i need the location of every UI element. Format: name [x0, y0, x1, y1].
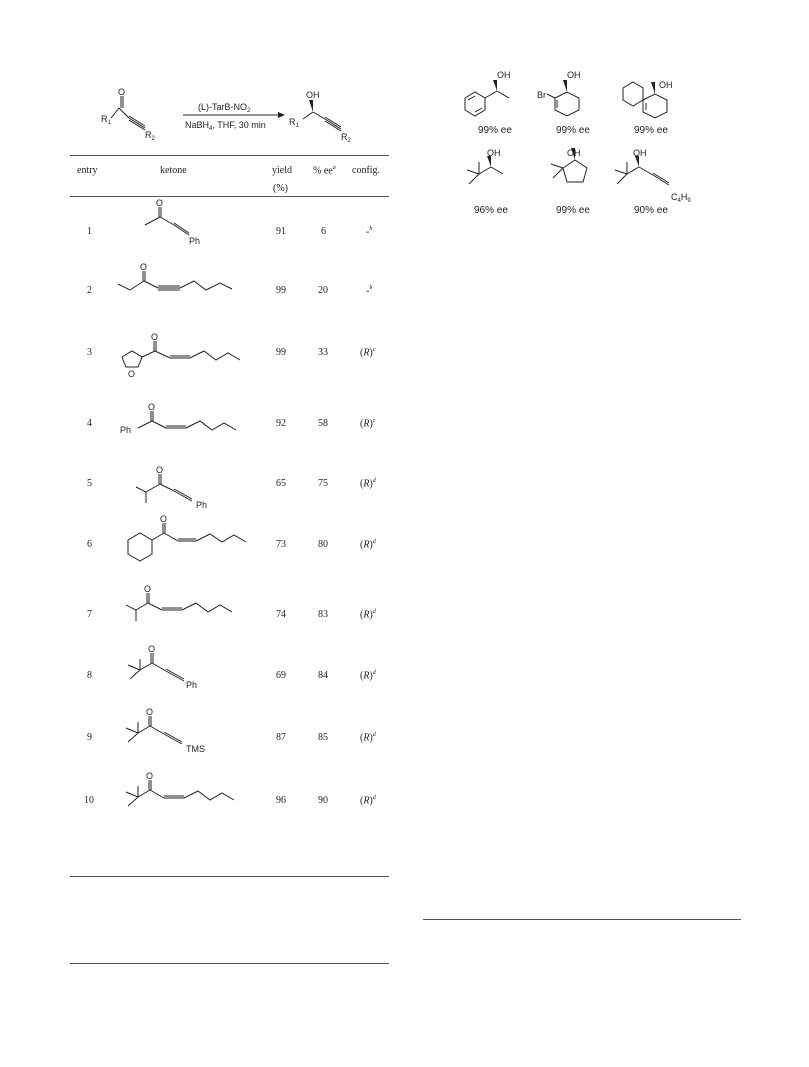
yield-value: 91 — [276, 226, 286, 237]
ketone-structures — [100, 195, 275, 830]
product-4-oh: OH — [487, 148, 501, 158]
footnote-marker: b — [369, 226, 373, 232]
config-label: R — [363, 670, 370, 682]
reactant-r1: $R_1$ — [101, 114, 111, 126]
config-value: $(R)^d$ — [360, 732, 376, 744]
ketone-1-oxygen: O — [156, 198, 164, 208]
ee-value: 75 — [318, 478, 328, 489]
config-label: - — [366, 226, 370, 238]
ketone-5-label: Ph — [196, 500, 208, 510]
yield-value: 74 — [276, 609, 286, 620]
config-value: $(R)^c$ — [360, 347, 376, 359]
config-value: $(R)^d$ — [360, 539, 376, 551]
entry-number: 2 — [87, 285, 92, 296]
ketone-9-label: TMS — [186, 744, 205, 754]
reagent-top: $(L)-TarB-NO_2$ — [198, 102, 251, 114]
config-label: R — [363, 418, 370, 430]
footnote-marker: d — [372, 609, 376, 615]
ee-value: 83 — [318, 609, 328, 620]
entry-number: 4 — [87, 418, 92, 429]
footnote-bottom-rule — [70, 963, 389, 964]
product-5-oh: OH — [567, 148, 581, 158]
config-value — [366, 285, 372, 296]
entry-number: 5 — [87, 478, 92, 489]
yield-value: 99 — [276, 347, 286, 358]
product-2-bromine: Br — [537, 90, 546, 100]
ee-value: 6 — [321, 226, 326, 237]
ee-value: 84 — [318, 670, 328, 681]
header-yield: yield — [272, 165, 292, 176]
reagent-bottom: NaBH$_4$, THF, 30 min — [185, 120, 266, 132]
yield-value: 65 — [276, 478, 286, 489]
product-structures — [455, 64, 715, 224]
header-config: config. — [352, 165, 381, 176]
yield-value: 92 — [276, 418, 286, 429]
ketone-8-label: Ph — [186, 680, 198, 690]
ketone-7-oxygen: O — [144, 584, 152, 594]
product-6-ee: 90% ee — [634, 205, 668, 216]
config-value: $(R)^c$ — [360, 418, 376, 430]
product-3-oh: OH — [659, 80, 673, 90]
product-r1: $R_1$ — [289, 117, 299, 129]
config-value: $(R)^d$ — [360, 670, 376, 682]
header-ee: % $ee^a$ — [313, 165, 336, 177]
product-1-oh: OH — [497, 70, 511, 80]
ketone-2-oxygen: O — [140, 262, 148, 272]
yield-value: 99 — [276, 285, 286, 296]
config-value: $(R)^d$ — [360, 609, 376, 621]
footnote-marker: d — [372, 478, 376, 484]
ketone-6-oxygen: O — [160, 514, 168, 524]
product-hydroxyl: OH — [306, 90, 320, 100]
entry-number: 3 — [87, 347, 92, 358]
yield-value: 87 — [276, 732, 286, 743]
header-entry: entry — [77, 165, 98, 176]
entry-number: 1 — [87, 226, 92, 237]
product-6-oh: OH — [633, 148, 647, 158]
header-ketone: ketone — [160, 165, 187, 176]
config-value — [366, 226, 372, 237]
config-label: R — [363, 732, 370, 744]
config-value: $(R)^d$ — [360, 795, 376, 807]
ee-value: 90 — [318, 795, 328, 806]
product-2-oh: OH — [567, 70, 581, 80]
entry-number: 9 — [87, 732, 92, 743]
config-label: R — [363, 478, 370, 490]
reaction-scheme — [95, 88, 395, 148]
yield-value: 69 — [276, 670, 286, 681]
entry-number: 7 — [87, 609, 92, 620]
ketone-1-label: Ph — [189, 236, 201, 246]
header-yield-unit: (%) — [273, 183, 288, 194]
ketone-5-oxygen: O — [156, 465, 164, 475]
product-6-chain: $C_4H_9$ — [671, 192, 691, 204]
product-3-ee: 99% ee — [634, 125, 668, 136]
reactant-oxygen: O — [118, 88, 126, 97]
footnote-marker: c — [372, 347, 376, 353]
yield-value: 96 — [276, 795, 286, 806]
config-label: R — [363, 539, 370, 551]
product-4-ee: 96% ee — [474, 205, 508, 216]
product-r2: $R_2$ — [341, 132, 351, 144]
footnote-marker: c — [372, 418, 376, 424]
ketone-4-oxygen: O — [148, 402, 156, 412]
ee-value: 20 — [318, 285, 328, 296]
product-5-ee: 99% ee — [556, 205, 590, 216]
ketone-10-oxygen: O — [146, 771, 154, 781]
footnote-marker: d — [372, 670, 376, 676]
table-top-rule — [70, 155, 389, 156]
config-label: - — [366, 285, 370, 297]
ketone-8-oxygen: O — [148, 644, 156, 654]
ketone-9-oxygen: O — [146, 707, 154, 717]
footnote-marker: d — [372, 795, 376, 801]
entry-number: 10 — [84, 795, 94, 806]
config-value: $(R)^d$ — [360, 478, 376, 490]
config-label: R — [363, 609, 370, 621]
table-bottom-rule — [70, 876, 389, 877]
ee-value: 58 — [318, 418, 328, 429]
right-column-rule — [423, 919, 741, 920]
entry-number: 8 — [87, 670, 92, 681]
yield-value: 73 — [276, 539, 286, 550]
ketone-3-oxygen: O — [151, 332, 159, 342]
config-label: R — [363, 795, 370, 807]
ee-value: 85 — [318, 732, 328, 743]
ee-value: 80 — [318, 539, 328, 550]
ee-value: 33 — [318, 347, 328, 358]
footnote-marker: b — [369, 285, 373, 291]
config-label: R — [363, 347, 370, 359]
reactant-r2: $R_2$ — [145, 130, 155, 142]
reaction-arrow — [183, 112, 285, 118]
product-2-ee: 99% ee — [556, 125, 590, 136]
footnote-marker: d — [372, 539, 376, 545]
entry-number: 6 — [87, 539, 92, 550]
ketone-3-ring-oxygen: O — [128, 369, 136, 379]
ketone-4-label: Ph — [120, 425, 132, 435]
footnote-marker: d — [372, 732, 376, 738]
product-1-ee: 99% ee — [478, 125, 512, 136]
